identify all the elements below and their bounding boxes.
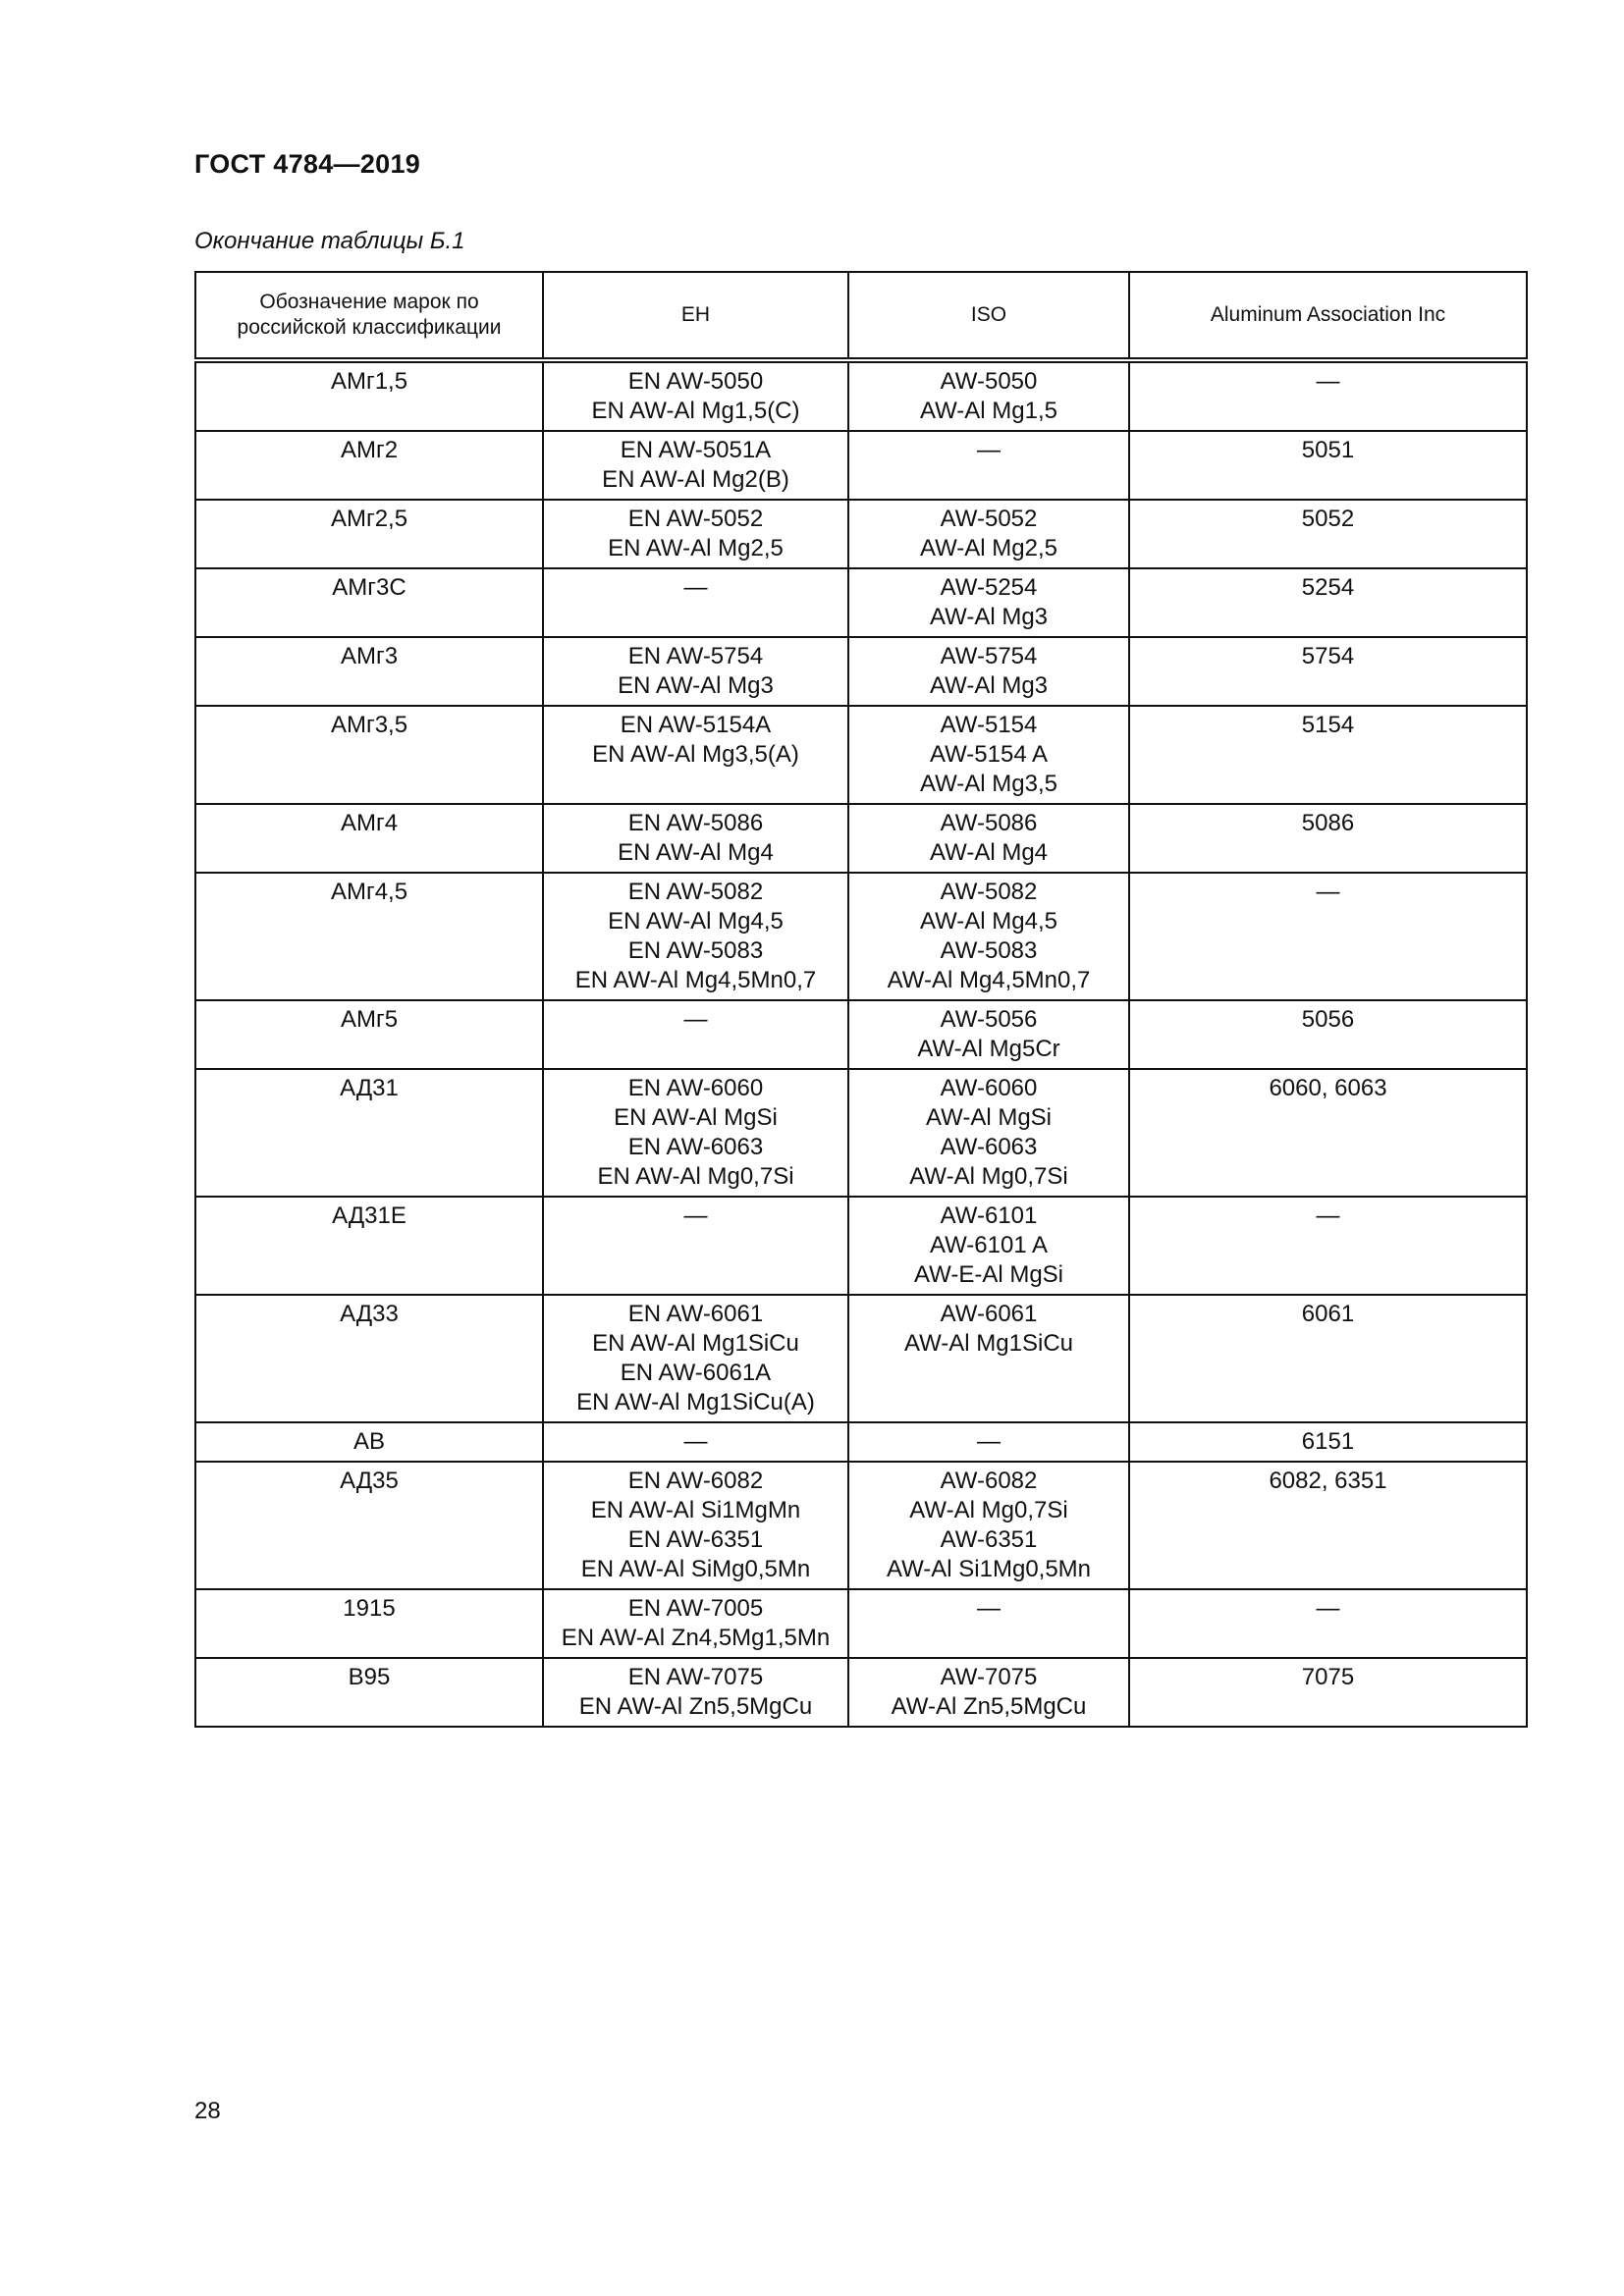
cell-text-line: EN AW-Al SiMg0,5Mn [580,1556,811,1582]
cell-aa-designation [1129,1462,1527,1589]
cell-text-line: EN AW-Al Mg3 [618,672,774,699]
cell-text-line: AW-Al Mg4 [929,839,1049,866]
cell-russian-grade [195,637,543,706]
cell-text-line: AW-E-Al MgSi [913,1261,1063,1288]
cell-text-line: АМг2,5 [330,506,408,532]
cell-text-line: АМг4,5 [330,879,408,905]
cell-text-line: EN AW-Al Mg2,5 [608,535,784,561]
cell-text-line: AW-Al MgSi [925,1104,1052,1131]
cell-russian-grade [195,431,543,500]
cell-russian-grade [195,1462,543,1589]
cell-russian-grade [195,1069,543,1197]
cell-text-line: EN AW-6063 [627,1134,764,1160]
cell-text-line: EN AW-6061 [627,1301,764,1327]
table-row [195,1462,1527,1589]
cell-text-line: AW-5056 [940,1006,1038,1033]
cell-aa-designation [1129,1069,1527,1197]
cell-text-line: AW-5083 [940,937,1038,964]
cell-text-line: AW-Al Zn5,5MgCu [891,1693,1087,1720]
cell-aa-designation [1129,1295,1527,1422]
table-row [195,1295,1527,1422]
cell-aa-designation [1129,873,1527,1000]
cell-text-line: АД31 [340,1075,399,1101]
cell-en-designation [543,1295,848,1422]
table-row [195,804,1527,873]
cell-aa-designation [1129,804,1527,873]
cell-text-line: EN AW-6061A [620,1360,772,1386]
cell-russian-grade [195,706,543,804]
cell-text-line: АМг4 [340,810,399,836]
cell-en-designation [543,1000,848,1069]
cell-iso-designation [848,1462,1129,1589]
document-header: ГОСТ 4784—2019 [194,149,421,179]
cell-text-line: EN AW-Al Zn5,5MgCu [578,1693,813,1720]
table-row [195,431,1527,500]
cell-text-line: В95 [348,1664,391,1690]
cell-text-line: AW-Al Mg0,7Si [909,1497,1068,1523]
cell-text-line: AW-5754 [940,643,1038,669]
cell-text-line: — [1316,879,1340,905]
cell-text-line: AW-Al Mg1SiCu [903,1330,1074,1357]
cell-text-line: — [977,437,1001,463]
cell-text-line: AW-6101 [940,1202,1038,1229]
cell-en-designation [543,1069,848,1197]
table-row [195,360,1527,431]
cell-text-line: AW-6351 [940,1526,1038,1553]
cell-text-line: АД35 [340,1468,399,1494]
cell-text-line: — [1316,1595,1340,1622]
cell-iso-designation [848,873,1129,1000]
cell-aa-designation [1129,431,1527,500]
cell-russian-grade [195,360,543,431]
cell-aa-designation [1129,1422,1527,1462]
cell-russian-grade [195,568,543,637]
cell-en-designation [543,360,848,431]
cell-iso-designation [848,1295,1129,1422]
cell-text-line: EN AW-Al Si1MgMn [590,1497,801,1523]
cell-text-line: EN AW-5051A [620,437,772,463]
cell-text-line: EN AW-Al MgSi [614,1104,778,1131]
cell-text-line: AW-Al Si1Mg0,5Mn [886,1556,1092,1582]
table-row [195,1422,1527,1462]
cell-en-designation [543,1462,848,1589]
cell-iso-designation [848,637,1129,706]
cell-iso-designation [848,1197,1129,1295]
cell-text-line: AW-Al Mg0,7Si [909,1163,1068,1190]
cell-iso-designation [848,1069,1129,1197]
cell-text-line: — [977,1428,1001,1455]
cell-text-line: EN AW-5052 [627,506,764,532]
cell-text-line: 5086 [1301,810,1355,836]
cell-text-line: — [683,574,708,601]
column-header-aluminum-association: Aluminum Association Inc [1129,272,1527,360]
cell-text-line: EN AW-Al Mg4,5Mn0,7 [574,967,817,993]
cell-text-line: АМг3С [332,574,406,601]
cell-text-line: 6151 [1301,1428,1355,1455]
page-number: 28 [194,2098,221,2124]
cell-en-designation [543,431,848,500]
cell-text-line: EN AW-6060 [627,1075,764,1101]
cell-iso-designation [848,568,1129,637]
cell-en-designation [543,568,848,637]
cell-text-line: AW-Al Mg3,5 [919,771,1058,797]
cell-aa-designation [1129,1589,1527,1658]
cell-en-designation [543,1197,848,1295]
cell-aa-designation [1129,500,1527,568]
cell-aa-designation [1129,568,1527,637]
cell-aa-designation [1129,1197,1527,1295]
cell-text-line: AW-5154 A [929,741,1049,768]
table-row [195,706,1527,804]
cell-text-line: EN AW-7075 [627,1664,764,1690]
cell-text-line: EN AW-5082 [627,879,764,905]
cell-text-line: АМг2 [340,437,399,463]
cell-text-line: EN AW-Al Zn4,5Mg1,5Mn [561,1625,831,1651]
cell-russian-grade [195,1000,543,1069]
cell-text-line: EN AW-Al Mg1,5(C) [591,398,800,424]
cell-text-line: AW-Al Mg2,5 [919,535,1058,561]
cell-text-line: AW-5086 [940,810,1038,836]
cell-text-line: AW-Al Mg3 [929,672,1049,699]
cell-text-line: EN AW-5154A [620,712,772,738]
cell-text-line: EN AW-Al Mg1SiCu(A) [576,1389,815,1415]
column-header-en: ЕН [543,272,848,360]
cell-text-line: EN AW-6082 [627,1468,764,1494]
cell-text-line: EN AW-Al Mg1SiCu [592,1330,799,1357]
cell-en-designation [543,873,848,1000]
table-caption: Окончание таблицы Б.1 [194,228,465,254]
cell-text-line: — [683,1202,708,1229]
cell-text-line: АМг1,5 [330,368,408,395]
cell-russian-grade [195,1197,543,1295]
cell-aa-designation [1129,637,1527,706]
cell-text-line: EN AW-7005 [627,1595,764,1622]
cell-text-line: AW-7075 [940,1664,1038,1690]
cell-text-line: 5254 [1301,574,1355,601]
cell-aa-designation [1129,1658,1527,1727]
cell-text-line: EN AW-Al Mg3,5(A) [592,741,799,768]
cell-iso-designation [848,1589,1129,1658]
cell-en-designation [543,1589,848,1658]
cell-en-designation [543,1422,848,1462]
cell-en-designation [543,804,848,873]
table-row [195,1000,1527,1069]
cell-text-line: 7075 [1301,1664,1355,1690]
table-body [195,360,1527,1727]
table-row [195,873,1527,1000]
cell-text-line: 5154 [1301,712,1355,738]
cell-text-line: EN AW-5083 [627,937,764,964]
table-row [195,1069,1527,1197]
cell-text-line: AW-5052 [940,506,1038,532]
cell-text-line: AW-Al Mg4,5Mn0,7 [887,967,1091,993]
cell-text-line: 5056 [1301,1006,1355,1033]
table-row [195,1589,1527,1658]
grade-correspondence-table [194,271,1528,1728]
column-header-iso: ISO [848,272,1129,360]
cell-text-line: АМг5 [340,1006,399,1033]
cell-text-line: EN AW-5086 [627,810,764,836]
cell-iso-designation [848,1658,1129,1727]
cell-text-line: AW-6101 A [929,1232,1049,1258]
cell-text-line: АМг3 [340,643,399,669]
cell-text-line: — [683,1428,708,1455]
cell-text-line: AW-5154 [940,712,1038,738]
cell-en-designation [543,637,848,706]
cell-text-line: EN AW-Al Mg0,7Si [597,1163,794,1190]
cell-text-line: AW-5254 [940,574,1038,601]
cell-text-line: AW-6061 [940,1301,1038,1327]
cell-text-line: EN AW-5050 [627,368,764,395]
cell-russian-grade [195,1658,543,1727]
cell-text-line: 6061 [1301,1301,1355,1327]
cell-russian-grade [195,804,543,873]
cell-iso-designation [848,706,1129,804]
cell-text-line: AW-6063 [940,1134,1038,1160]
table-row [195,1658,1527,1727]
cell-text-line: 5052 [1301,506,1355,532]
cell-russian-grade [195,1295,543,1422]
cell-text-line: EN AW-5754 [627,643,764,669]
cell-text-line: — [977,1595,1001,1622]
cell-iso-designation [848,500,1129,568]
cell-text-line: AW-Al Mg4,5 [919,908,1058,934]
cell-text-line: 5754 [1301,643,1355,669]
cell-text-line: 1915 [343,1595,396,1622]
cell-russian-grade [195,500,543,568]
cell-text-line: 5051 [1301,437,1355,463]
cell-iso-designation [848,804,1129,873]
table-row [195,637,1527,706]
cell-text-line: — [683,1006,708,1033]
cell-text-line: AW-6060 [940,1075,1038,1101]
cell-text-line: 6082, 6351 [1269,1468,1387,1494]
cell-en-designation [543,706,848,804]
cell-text-line: АД33 [340,1301,399,1327]
cell-aa-designation [1129,360,1527,431]
table-row [195,500,1527,568]
cell-en-designation [543,1658,848,1727]
table-header-row [195,272,1527,360]
cell-iso-designation [848,1422,1129,1462]
cell-text-line: AW-5050 [940,368,1038,395]
cell-en-designation [543,500,848,568]
cell-aa-designation [1129,1000,1527,1069]
cell-text-line: АД31Е [332,1202,406,1229]
cell-text-line: EN AW-Al Mg4 [618,839,774,866]
cell-text-line: EN AW-6351 [627,1526,764,1553]
cell-russian-grade [195,1422,543,1462]
cell-text-line: AW-5082 [940,879,1038,905]
cell-russian-grade [195,1589,543,1658]
cell-text-line: EN AW-Al Mg4,5 [608,908,784,934]
cell-text-line: AW-Al Mg1,5 [919,398,1058,424]
column-header-russian-grade: Обозначение марок по российской классификации [195,272,543,360]
cell-text-line: — [1316,1202,1340,1229]
cell-text-line: АВ [352,1428,385,1455]
cell-text-line: EN AW-Al Mg2(B) [602,466,789,493]
cell-iso-designation [848,431,1129,500]
cell-iso-designation [848,360,1129,431]
table-row [195,568,1527,637]
cell-russian-grade [195,873,543,1000]
cell-text-line: AW-Al Mg5Cr [917,1036,1060,1062]
cell-aa-designation [1129,706,1527,804]
cell-text-line: 6060, 6063 [1269,1075,1387,1101]
cell-text-line: AW-6082 [940,1468,1038,1494]
cell-iso-designation [848,1000,1129,1069]
cell-text-line: AW-Al Mg3 [929,604,1049,630]
cell-text-line: — [1316,368,1340,395]
table-row [195,1197,1527,1295]
cell-text-line: АМг3,5 [330,712,408,738]
